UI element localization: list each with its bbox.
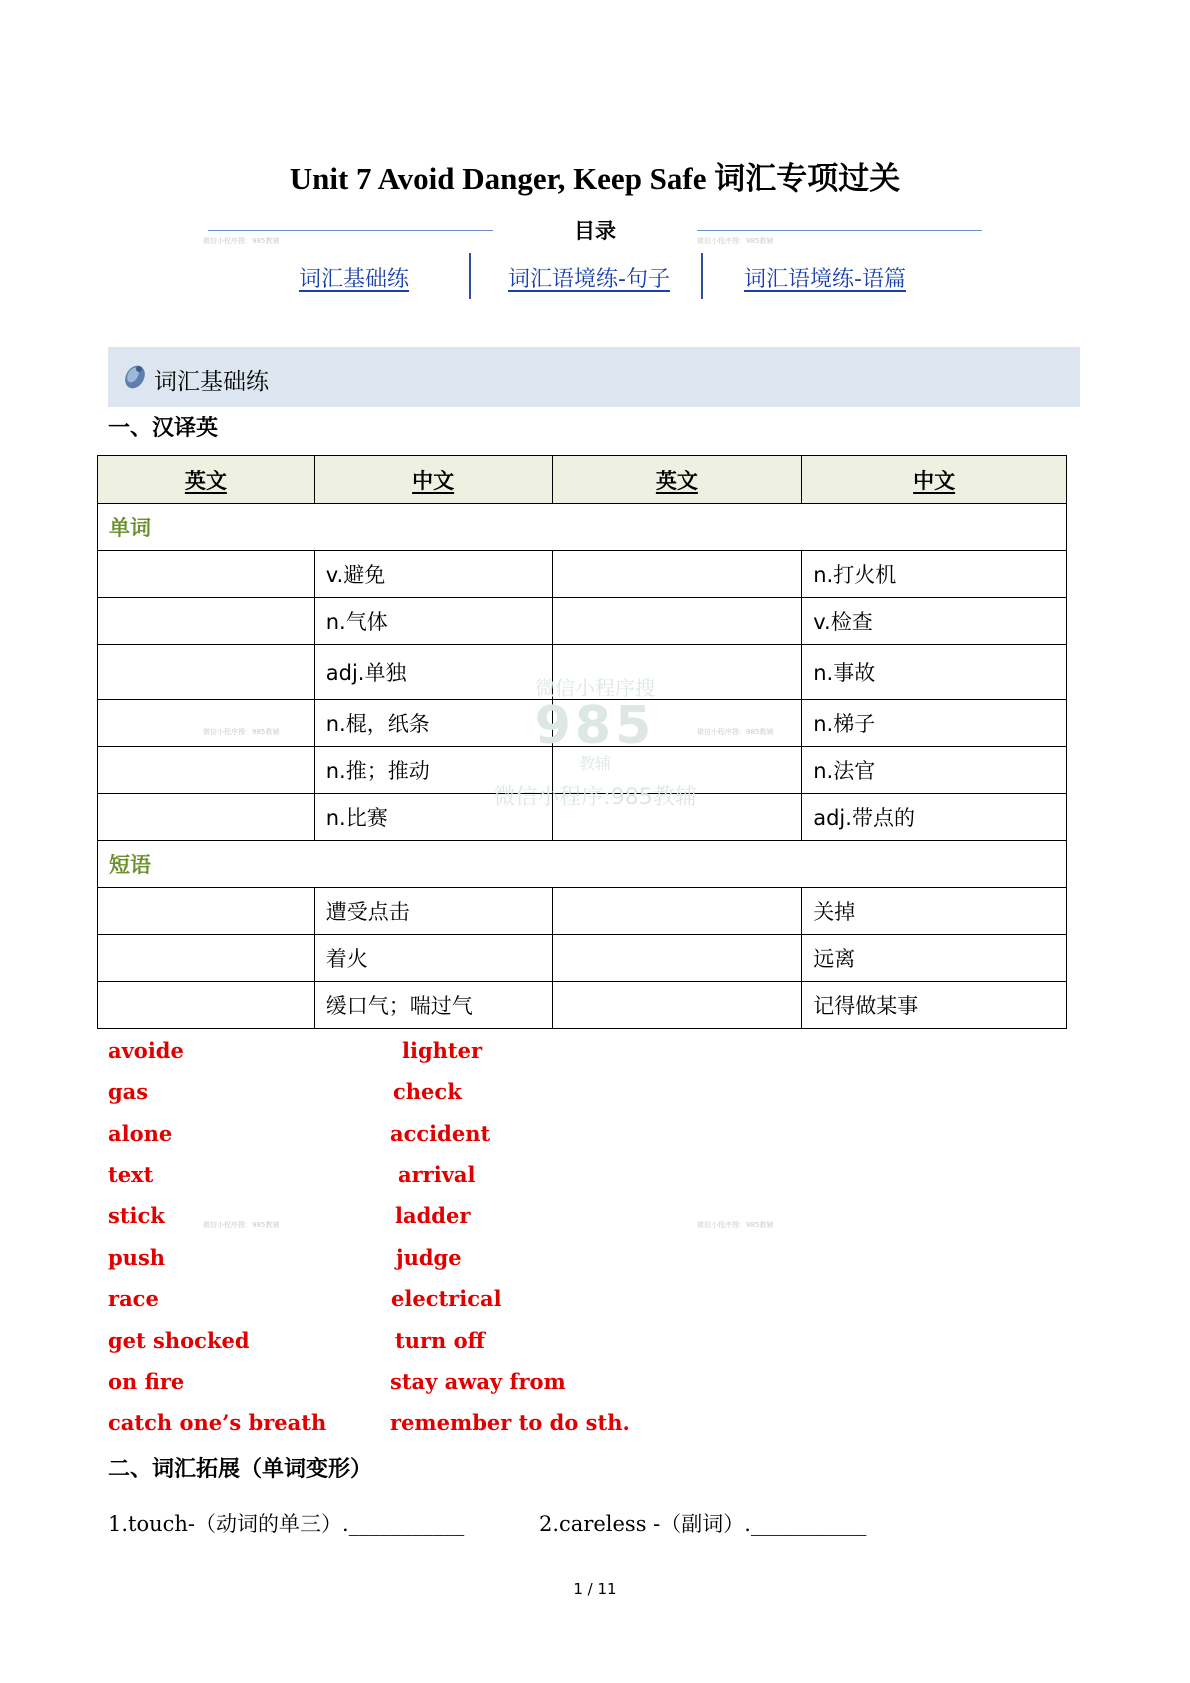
column-header-english: 英文 [98, 456, 315, 504]
answer-text: get shocked [108, 1328, 250, 1353]
answer-blank-cell[interactable] [98, 598, 315, 645]
chinese-cell: n.推；推动 [314, 747, 552, 794]
table-row [98, 888, 1067, 935]
answer-text: check [393, 1079, 462, 1104]
watermark-text: 微信小程序搜：985教辅 [203, 237, 280, 245]
answer-text: ladder [395, 1203, 471, 1228]
answer-text: stick [108, 1203, 165, 1228]
column-header-chinese: 中文 [802, 456, 1067, 504]
column-header-english: 英文 [552, 456, 802, 504]
table-row [98, 935, 1067, 982]
answer-blank-cell[interactable] [552, 935, 802, 982]
answer-blank-cell[interactable] [552, 551, 802, 598]
table-row [98, 598, 1067, 645]
answer-text: arrival [398, 1162, 476, 1187]
answer-blank-cell[interactable] [552, 888, 802, 935]
chinese-cell: v.检查 [802, 598, 1067, 645]
group-label: 单词 [98, 504, 1067, 551]
document-title: Unit 7 Avoid Danger, Keep Safe 词汇专项过关 [289, 161, 901, 196]
toc-heading: 目录 [574, 219, 616, 243]
answer-text: alone [108, 1121, 173, 1146]
answer-text: turn off [395, 1328, 485, 1353]
answer-text: accident [390, 1121, 491, 1146]
toc-link-vocab-basics[interactable]: 词汇基础练 [299, 267, 410, 292]
chinese-cell: 关掉 [802, 888, 1067, 935]
toc-link-context-sentences[interactable]: 词汇语境练-句子 [508, 267, 670, 292]
chinese-cell: n.事故 [802, 645, 1067, 700]
toc-separator [469, 253, 471, 299]
chinese-cell: adj.带点的 [802, 794, 1067, 841]
watermark-text: 微信小程序搜：985教辅 [203, 1221, 280, 1229]
chinese-cell: 着火 [314, 935, 552, 982]
watermark-text: 微信小程序搜：985教辅 [697, 237, 774, 245]
chinese-cell: 缓口气；喘过气 [314, 982, 552, 1029]
chinese-cell: 远离 [802, 935, 1067, 982]
watermark-text: 微信小程序搜：985教辅 [697, 728, 774, 736]
pencil-icon [122, 362, 148, 390]
chinese-cell: n.打火机 [802, 551, 1067, 598]
chinese-cell: n.法官 [802, 747, 1067, 794]
answer-blank-cell[interactable] [98, 645, 315, 700]
group-label: 短语 [98, 841, 1067, 888]
answer-text: text [108, 1162, 154, 1187]
table-row [98, 551, 1067, 598]
group-row-words [98, 504, 1067, 551]
group-row-phrases [98, 841, 1067, 888]
answer-text: catch one’s breath [108, 1410, 327, 1435]
chinese-cell: n.比赛 [314, 794, 552, 841]
watermark-text: 微信小程序搜：985教辅 [203, 728, 280, 736]
answer-text: avoide [108, 1038, 184, 1063]
chinese-cell: v.避免 [314, 551, 552, 598]
section-title: 词汇基础练 [154, 369, 269, 395]
section-header [108, 347, 1080, 407]
answer-text: electrical [391, 1286, 502, 1311]
toc-separator [701, 253, 703, 299]
answer-text: gas [108, 1079, 149, 1104]
chinese-cell: 遭受点击 [314, 888, 552, 935]
answer-blank-cell[interactable] [98, 888, 315, 935]
chinese-cell: n.棍，纸条 [314, 700, 552, 747]
chinese-cell: adj.单独 [314, 645, 552, 700]
table-row [98, 982, 1067, 1029]
answer-blank-cell[interactable] [98, 982, 315, 1029]
answer-blank-cell[interactable] [552, 598, 802, 645]
answer-text: remember to do sth. [390, 1410, 630, 1435]
chinese-cell: 记得做某事 [802, 982, 1067, 1029]
column-header-chinese: 中文 [314, 456, 552, 504]
watermark-logo: 微信小程序搜 985 教辅 微信小程序:985教辅 [493, 676, 697, 810]
answer-blank-cell[interactable] [98, 794, 315, 841]
chinese-cell: n.气体 [314, 598, 552, 645]
answer-blank-cell[interactable] [98, 747, 315, 794]
answer-blank-cell[interactable] [552, 982, 802, 1029]
answer-blank-cell[interactable] [98, 551, 315, 598]
part2-heading: 二、词汇拓展（单词变形） [108, 1457, 373, 1482]
answer-text: race [108, 1286, 159, 1311]
answer-text: stay away from [390, 1369, 566, 1394]
answer-text: lighter [402, 1038, 483, 1063]
answer-text: judge [396, 1245, 462, 1270]
chinese-cell: n.梯子 [802, 700, 1067, 747]
watermark-text: 微信小程序搜：985教辅 [697, 1221, 774, 1229]
answer-blank-cell[interactable] [98, 700, 315, 747]
answer-text: push [108, 1245, 166, 1270]
table-header-row [98, 456, 1067, 504]
answer-blank-cell[interactable] [98, 935, 315, 982]
exercise-item[interactable]: 1.touch-（动词的单三）.___________ [108, 1512, 465, 1536]
exercise-item[interactable]: 2.careless -（副词）.___________ [539, 1512, 867, 1536]
part1-heading: 一、汉译英 [108, 416, 219, 441]
page-number: 1 / 11 [573, 1580, 617, 1598]
toc-link-context-passage[interactable]: 词汇语境练-语篇 [744, 267, 906, 292]
answer-text: on fire [108, 1369, 185, 1394]
